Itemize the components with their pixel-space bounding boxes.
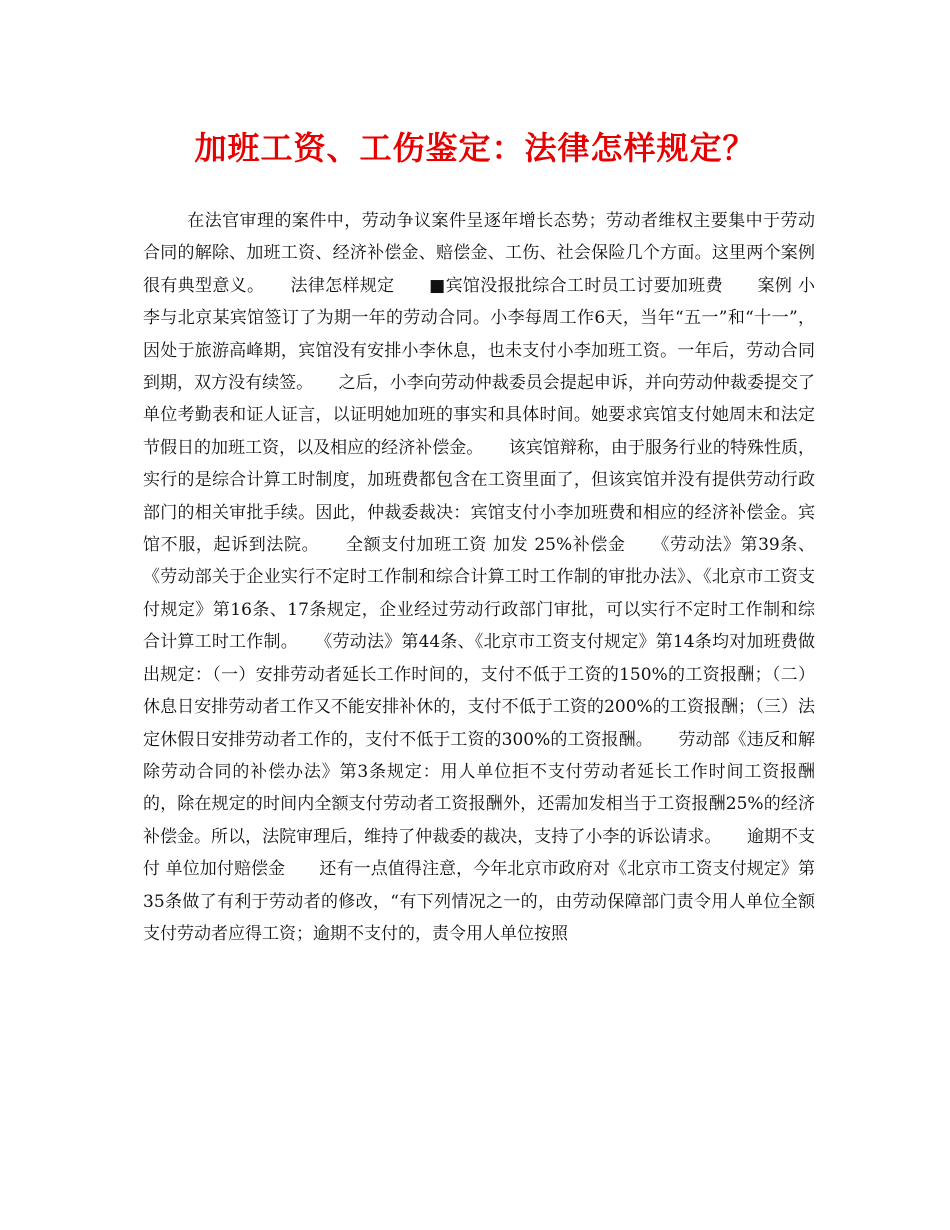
document-body-paragraph: 在法官审理的案件中，劳动争议案件呈逐年增长态势；劳动者维权主要集中于劳动合同的解除、加班工资、经济补偿金、赔偿金、工伤、社会保险几个方面。这里两个案例很有典型意义。 法律怎样规定 ■宾馆没报批综合工时员工讨要加班费 案例 小李与北京某宾馆签订了为期一年的劳动合同。小李每周工作6天，当年“五一”和“十一”，因处于旅游高峰期，宾馆没有安排小李休息，也未支付小李加班工资。一年后，劳动合同到期，双方没有续签。 之后，小李向劳动仲裁委员会提起申诉，并向劳动仲裁委提交了单位考勤表和证人证言，以证明她加班的事实和具体时间。她要求宾馆支付她周末和法定节假日的加班工资，以及相应的经济补偿金。 该宾馆辩称，由于服务行业的特殊性质，实行的是综合计算工时制度，加班费都包含在工资里面了，但该宾馆并没有提供劳动行政部门的相关审批手续。因此，仲裁委裁决：宾馆支付小李加班费和相应的经济补偿金。宾馆不服，起诉到法院。 全额支付加班工资 加发 25%补偿金 《劳动法》第39条、《劳动部关于企业实行不定时工作制和综合计算工时工作制的审批办法》、《北京市工资支付规定》第16条、17条规定，企业经过劳动行政部门审批，可以实行不定时工作制和综合计算工时工作制。 《劳动法》第44条、《北京市工资支付规定》第14条均对加班费做出规定：（一）安排劳动者延长工作时间的，支付不低于工资的150%的工资报酬；（二）休息日安排劳动者工作又不能安排补休的，支付不低于工资的200%的工资报酬；（三）法定休假日安排劳动者工作的，支付不低于工资的300%的工资报酬。 劳动部《违反和解除劳动合同的补偿办法》第3条规定：用人单位拒不支付劳动者延长工作时间工资报酬的，除在规定的时间内全额支付劳动者工资报酬外，还需加发相当于工资报酬25%的经济补偿金。所以，法院审理后，维持了仲裁委的裁决，支持了小李的诉讼请求。 逾期不支付 单位加付赔偿金 还有一点值得注意，今年北京市政府对《北京市工资支付规定》第35条做了有利于劳动者的修改，“有下列情况之一的，由劳动保障部门责令用人单位全额支付劳动者应得工资；逾期不支付的，责令用人单位按照 <box>143 211 815 944</box>
document-title: 加班工资、工伤鉴定：法律怎样规定？ <box>194 129 756 167</box>
